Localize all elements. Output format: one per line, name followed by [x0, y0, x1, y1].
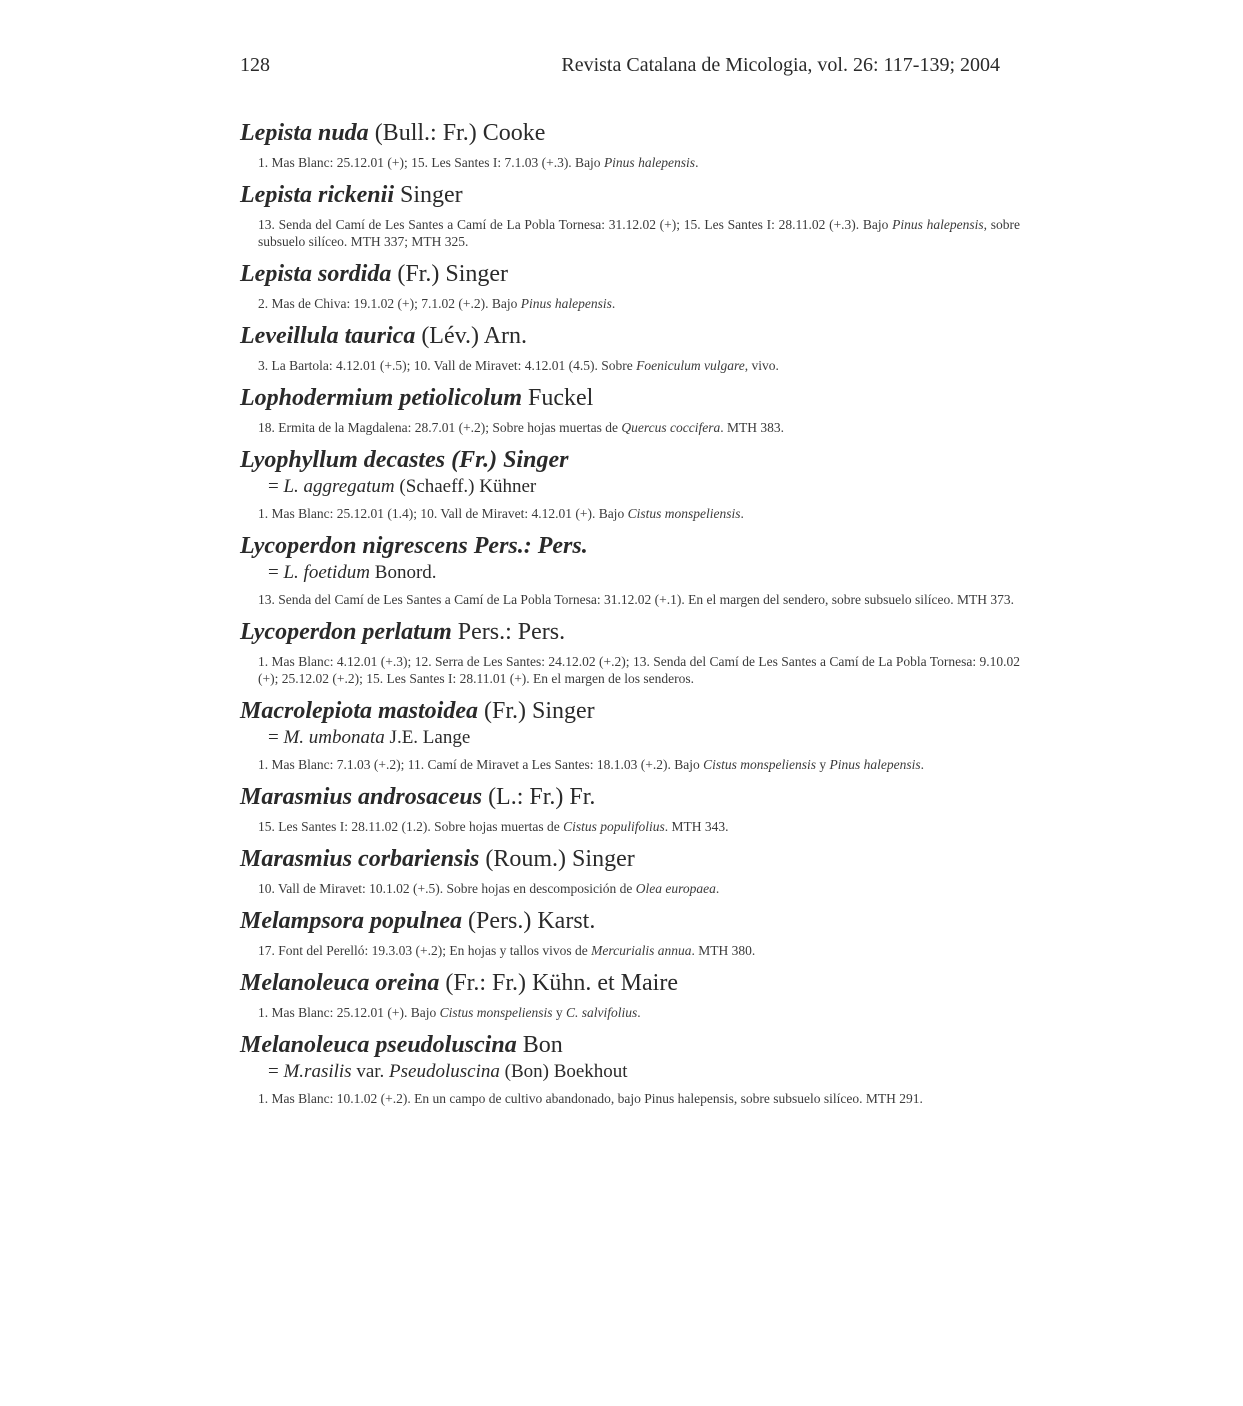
synonym-text: =	[268, 1061, 284, 1082]
species-entry	[240, 531, 1020, 608]
species-name: Marasmius androsaceus	[240, 784, 483, 810]
collection-record	[240, 880, 1020, 897]
species-title	[240, 782, 1020, 812]
species-name: Macrolepiota mastoidea	[240, 698, 478, 724]
record-text: 1. Mas Blanc: 10.1.02 (+.2). En un campo de cultivo abandonado, bajo Pinus halepensis, sobre subsuelo silíceo. MTH 291.	[258, 1091, 923, 1106]
species-authority: Pers.: Pers.	[457, 619, 566, 645]
page-number: 128	[240, 54, 270, 76]
species-name: Lycoperdon nigrescens Pers.: Pers.	[240, 533, 588, 559]
taxon-name: Foeniculum vulgare	[636, 358, 745, 373]
taxon-name: Pinus halepensis	[603, 155, 696, 170]
species-name: Lepista sordida	[240, 261, 392, 287]
synonym-text: J.E. Lange	[384, 727, 471, 748]
species-entry	[240, 445, 1020, 522]
species-entry	[240, 180, 1020, 250]
species-title	[240, 180, 1020, 210]
taxon-name: Mercurialis annua	[591, 943, 692, 958]
synonym-name: M. umbonata	[283, 727, 385, 748]
species-entry	[240, 321, 1020, 374]
species-title	[240, 968, 1020, 998]
record-text: 13. Senda del Camí de Les Santes a Camí de La Pobla Tornesa: 31.12.02 (+.1). En el margen del sendero, sobre subsuelo silíceo. MTH 373.	[258, 592, 1015, 607]
record-text: , vivo.	[744, 358, 779, 373]
taxon-name: C. salvifolius	[565, 1005, 638, 1020]
synonym-name: M.rasilis	[283, 1061, 352, 1082]
species-name: Lyophyllum decastes (Fr.) Singer	[240, 447, 569, 473]
species-name: Leveillula taurica	[240, 323, 416, 349]
record-text: 1. Mas Blanc: 25.12.01 (1.4); 10. Vall de Miravet: 4.12.01 (+). Bajo	[258, 506, 628, 521]
species-title	[240, 844, 1020, 874]
collection-record	[240, 419, 1020, 436]
taxon-name: Pinus halepensis	[520, 296, 612, 311]
record-text: .	[920, 757, 925, 772]
species-authority: (Fr.: Fr.) Kühn. et Maire	[445, 970, 678, 996]
taxon-name: Olea europaea	[635, 881, 716, 896]
record-text: 1. Mas Blanc: 25.12.01 (+). Bajo	[258, 1005, 440, 1020]
record-text: . MTH 383.	[720, 420, 784, 435]
species-entry	[240, 906, 1020, 959]
species-name: Lycoperdon perlatum	[240, 619, 452, 645]
record-text: , sobre subsuelo silíceo. MTH 337; MTH 325.	[258, 217, 1020, 249]
synonym-text: (Bon) Boekhout	[499, 1061, 628, 1082]
collection-record	[240, 154, 1020, 171]
collection-record	[240, 818, 1020, 835]
species-name: Melanoleuca pseudoluscina	[240, 1032, 517, 1058]
species-name: Marasmius corbariensis	[240, 846, 480, 872]
synonym-text: =	[268, 562, 284, 583]
taxon-name: Cistus monspeliensis	[439, 1005, 553, 1020]
species-list	[240, 118, 1020, 1116]
species-title	[240, 383, 1020, 413]
taxon-name: Cistus monspeliensis	[703, 757, 817, 772]
collection-record	[240, 357, 1020, 374]
collection-record	[240, 295, 1020, 312]
collection-record	[240, 942, 1020, 959]
record-text: 1. Mas Blanc: 4.12.01 (+.3); 12. Serra de Les Santes: 24.12.02 (+.2); 13. Senda del Camí de Les Santes a Camí de La Pobla Tornesa: 9.10.02 (+); 25.12.02 (+.2); 15. Les Santes I: 28.11.01 (+). En el margen de los senderos.	[258, 654, 1020, 686]
synonym-name: L. aggregatum	[283, 476, 395, 497]
record-text: 10. Vall de Miravet: 10.1.02 (+.5). Sobre hojas en descomposición de	[258, 881, 636, 896]
species-entry	[240, 259, 1020, 312]
record-text: 13. Senda del Camí de Les Santes a Camí de La Pobla Tornesa: 31.12.02 (+); 15. Les Santes I: 28.11.02 (+.3). Bajo	[258, 217, 893, 232]
record-text: 18. Ermita de la Magdalena: 28.7.01 (+.2); Sobre hojas muertas de	[258, 420, 622, 435]
species-title	[240, 445, 1020, 475]
record-text: 1. Mas Blanc: 7.1.03 (+.2); 11. Camí de Miravet a Les Santes: 18.1.03 (+.2). Bajo	[258, 757, 704, 772]
collection-record	[240, 1090, 1020, 1107]
collection-record	[240, 756, 1020, 773]
species-authority: (Fr.) Singer	[483, 698, 595, 724]
record-text: y	[816, 757, 830, 772]
synonym-text: (Schaeff.) Kühner	[394, 476, 537, 497]
species-title	[240, 118, 1020, 148]
species-name: Lophodermium petiolicolum	[240, 385, 523, 411]
synonym-line	[240, 1060, 1020, 1084]
record-text: .	[637, 1005, 641, 1020]
species-title	[240, 617, 1020, 647]
record-text: y	[552, 1005, 566, 1020]
taxon-name: Quercus coccifera	[621, 420, 721, 435]
species-title	[240, 696, 1020, 726]
running-header: Revista Catalana de Micologia, vol. 26: 117-139; 2004	[561, 54, 1000, 76]
collection-record	[240, 1004, 1020, 1021]
species-name: Melanoleuca oreina	[240, 970, 440, 996]
species-authority: Fuckel	[528, 385, 594, 411]
collection-record	[240, 505, 1020, 522]
species-title	[240, 259, 1020, 289]
synonym-text: =	[268, 727, 284, 748]
species-entry	[240, 968, 1020, 1021]
record-text: .	[611, 296, 616, 311]
taxon-name: Cistus populifolius	[563, 819, 665, 834]
record-text: 17. Font del Perelló: 19.3.03 (+.2); En hojas y tallos vivos de	[258, 943, 592, 958]
record-text: .	[740, 506, 744, 521]
species-entry	[240, 844, 1020, 897]
record-text: 2. Mas de Chiva: 19.1.02 (+); 7.1.02 (+.2). Bajo	[258, 296, 521, 311]
species-authority: (Roum.) Singer	[485, 846, 635, 872]
species-name: Melampsora populnea	[240, 908, 463, 934]
synonym-name: L. foetidum	[283, 562, 371, 583]
synonym-text: =	[268, 476, 284, 497]
synonym-text: var.	[351, 1061, 390, 1082]
record-text: . MTH 343.	[664, 819, 729, 834]
species-entry	[240, 1030, 1020, 1107]
collection-record	[240, 653, 1020, 687]
record-text: 1. Mas Blanc: 25.12.01 (+); 15. Les Santes I: 7.1.03 (+.3). Bajo	[258, 155, 604, 170]
species-title	[240, 1030, 1020, 1060]
species-name: Lepista nuda	[240, 120, 369, 146]
species-title	[240, 321, 1020, 351]
species-authority: Singer	[399, 182, 463, 208]
taxon-name: Pinus halepensis	[829, 757, 921, 772]
species-entry	[240, 696, 1020, 773]
species-authority: (Pers.) Karst.	[468, 908, 596, 934]
species-entry	[240, 383, 1020, 436]
species-authority: Bon	[522, 1032, 563, 1058]
species-title	[240, 906, 1020, 936]
synonym-line	[240, 475, 1020, 499]
synonym-line	[240, 561, 1020, 585]
record-text: 3. La Bartola: 4.12.01 (+.5); 10. Vall de Miravet: 4.12.01 (4.5). Sobre	[258, 358, 637, 373]
taxon-name: Cistus monspeliensis	[627, 506, 741, 521]
species-authority: (Fr.) Singer	[397, 261, 509, 287]
record-text: .	[715, 881, 720, 896]
species-entry	[240, 782, 1020, 835]
record-text: .	[695, 155, 699, 170]
taxon-name: Pinus halepensis	[892, 217, 984, 232]
synonym-line	[240, 726, 1020, 750]
species-authority: (Lév.) Arn.	[421, 323, 528, 349]
species-entry	[240, 617, 1020, 687]
species-authority: (Bull.: Fr.) Cooke	[374, 120, 546, 146]
species-title	[240, 531, 1020, 561]
collection-record	[240, 591, 1020, 608]
record-text: . MTH 380.	[691, 943, 756, 958]
record-text: 15. Les Santes I: 28.11.02 (1.2). Sobre hojas muertas de	[258, 819, 564, 834]
synonym-text: Bonord.	[370, 562, 437, 583]
species-authority: (L.: Fr.) Fr.	[488, 784, 596, 810]
collection-record	[240, 216, 1020, 250]
species-name: Lepista rickenii	[240, 182, 394, 208]
species-entry	[240, 118, 1020, 171]
synonym-name: Pseudoluscina	[389, 1061, 500, 1082]
